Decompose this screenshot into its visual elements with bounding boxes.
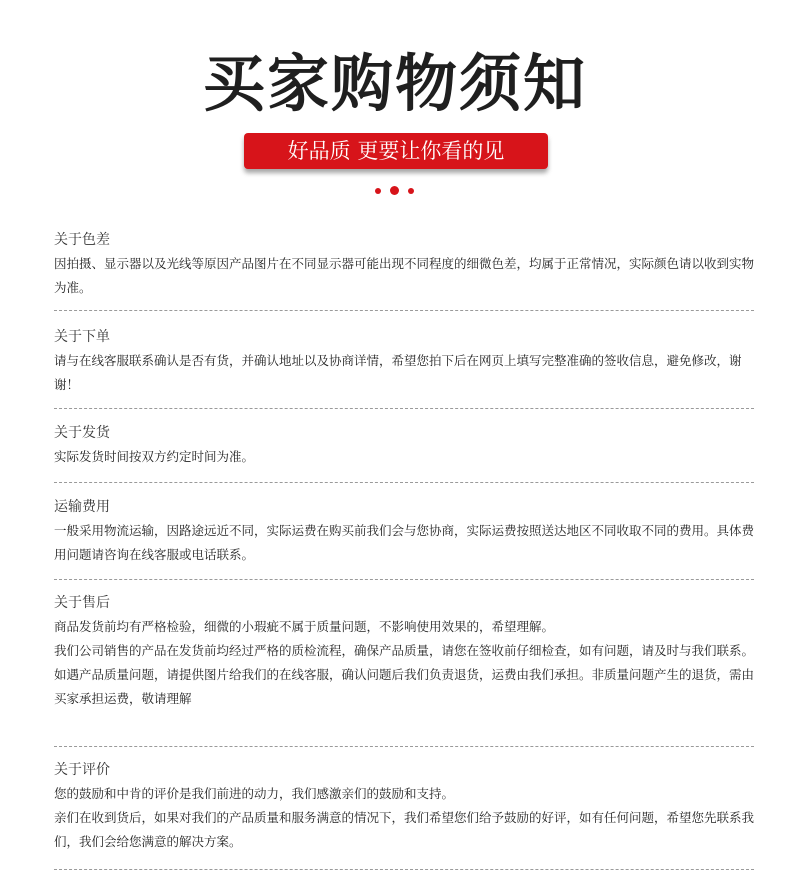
section-body	[54, 782, 754, 854]
section-title: 运输费用	[54, 499, 110, 515]
section-body	[54, 252, 754, 300]
section-body	[54, 615, 754, 711]
section-color-difference	[54, 230, 754, 310]
section-after-sales	[54, 580, 754, 746]
section-title: 关于色差	[54, 232, 110, 248]
section-paragraph: 一般采用物流运输，因路途远近不同，实际运费在购买前我们会与您协商，实际运费按照送达地区不同收取不同的费用。具体费用问题请咨询在线客服或电话联系。	[54, 523, 755, 562]
section-freight	[54, 483, 754, 579]
section-title: 关于发货	[54, 425, 110, 441]
section-paragraph: 请与在线客服联系确认是否有货，并确认地址以及协商详情，希望您拍下后在网页上填写完整准确的签收信息，避免修改，谢谢！	[54, 353, 742, 392]
section-title: 关于售后	[54, 595, 110, 611]
section-divider	[54, 869, 754, 870]
section-reviews	[54, 747, 754, 869]
section-paragraph: 您的鼓励和中肯的评价是我们前进的动力，我们感激亲们的鼓励和支持。	[54, 786, 455, 801]
section-paragraph: 亲们在收到货后，如果对我们的产品质量和服务满意的情况下，我们希望您们给予鼓励的好评，如有任何问题，希望您先联系我们，我们会给您满意的解决方案。	[54, 810, 755, 849]
section-shipping	[54, 409, 754, 482]
section-title: 关于下单	[54, 329, 110, 345]
section-body	[54, 519, 754, 567]
page-title: 买家购物须知	[202, 47, 587, 120]
dot-icon	[408, 188, 414, 194]
section-body	[54, 445, 754, 469]
quality-banner: 好品质 更要让你看的见	[244, 133, 548, 169]
section-paragraph: 我们公司销售的产品在发货前均经过严格的质检流程，确保产品质量，请您在签收前仔细检查，如有问题，请及时与我们联系。	[54, 643, 755, 658]
section-paragraph: 如遇产品质量问题，请提供图片给我们的在线客服，确认问题后我们负责退货，运费由我们承担。非质量问题产生的退货，需由买家承担运费，敬请理解	[54, 667, 755, 706]
section-title: 关于评价	[54, 762, 110, 778]
dot-icon	[390, 186, 399, 195]
section-paragraph: 因拍摄、显示器以及光线等原因产品图片在不同显示器可能出现不同程度的细微色差，均属于正常情况，实际颜色请以收到实物为准。	[54, 256, 755, 295]
section-paragraph: 商品发货前均有严格检验，细微的小瑕疵不属于质量问题，不影响使用效果的，希望理解。	[54, 619, 555, 634]
section-paragraph: 实际发货时间按双方约定时间为准。	[54, 449, 255, 464]
decorative-dots	[0, 185, 790, 197]
section-body	[54, 349, 754, 397]
notice-sections	[54, 230, 754, 870]
dot-icon	[375, 188, 381, 194]
section-ordering	[54, 311, 754, 408]
